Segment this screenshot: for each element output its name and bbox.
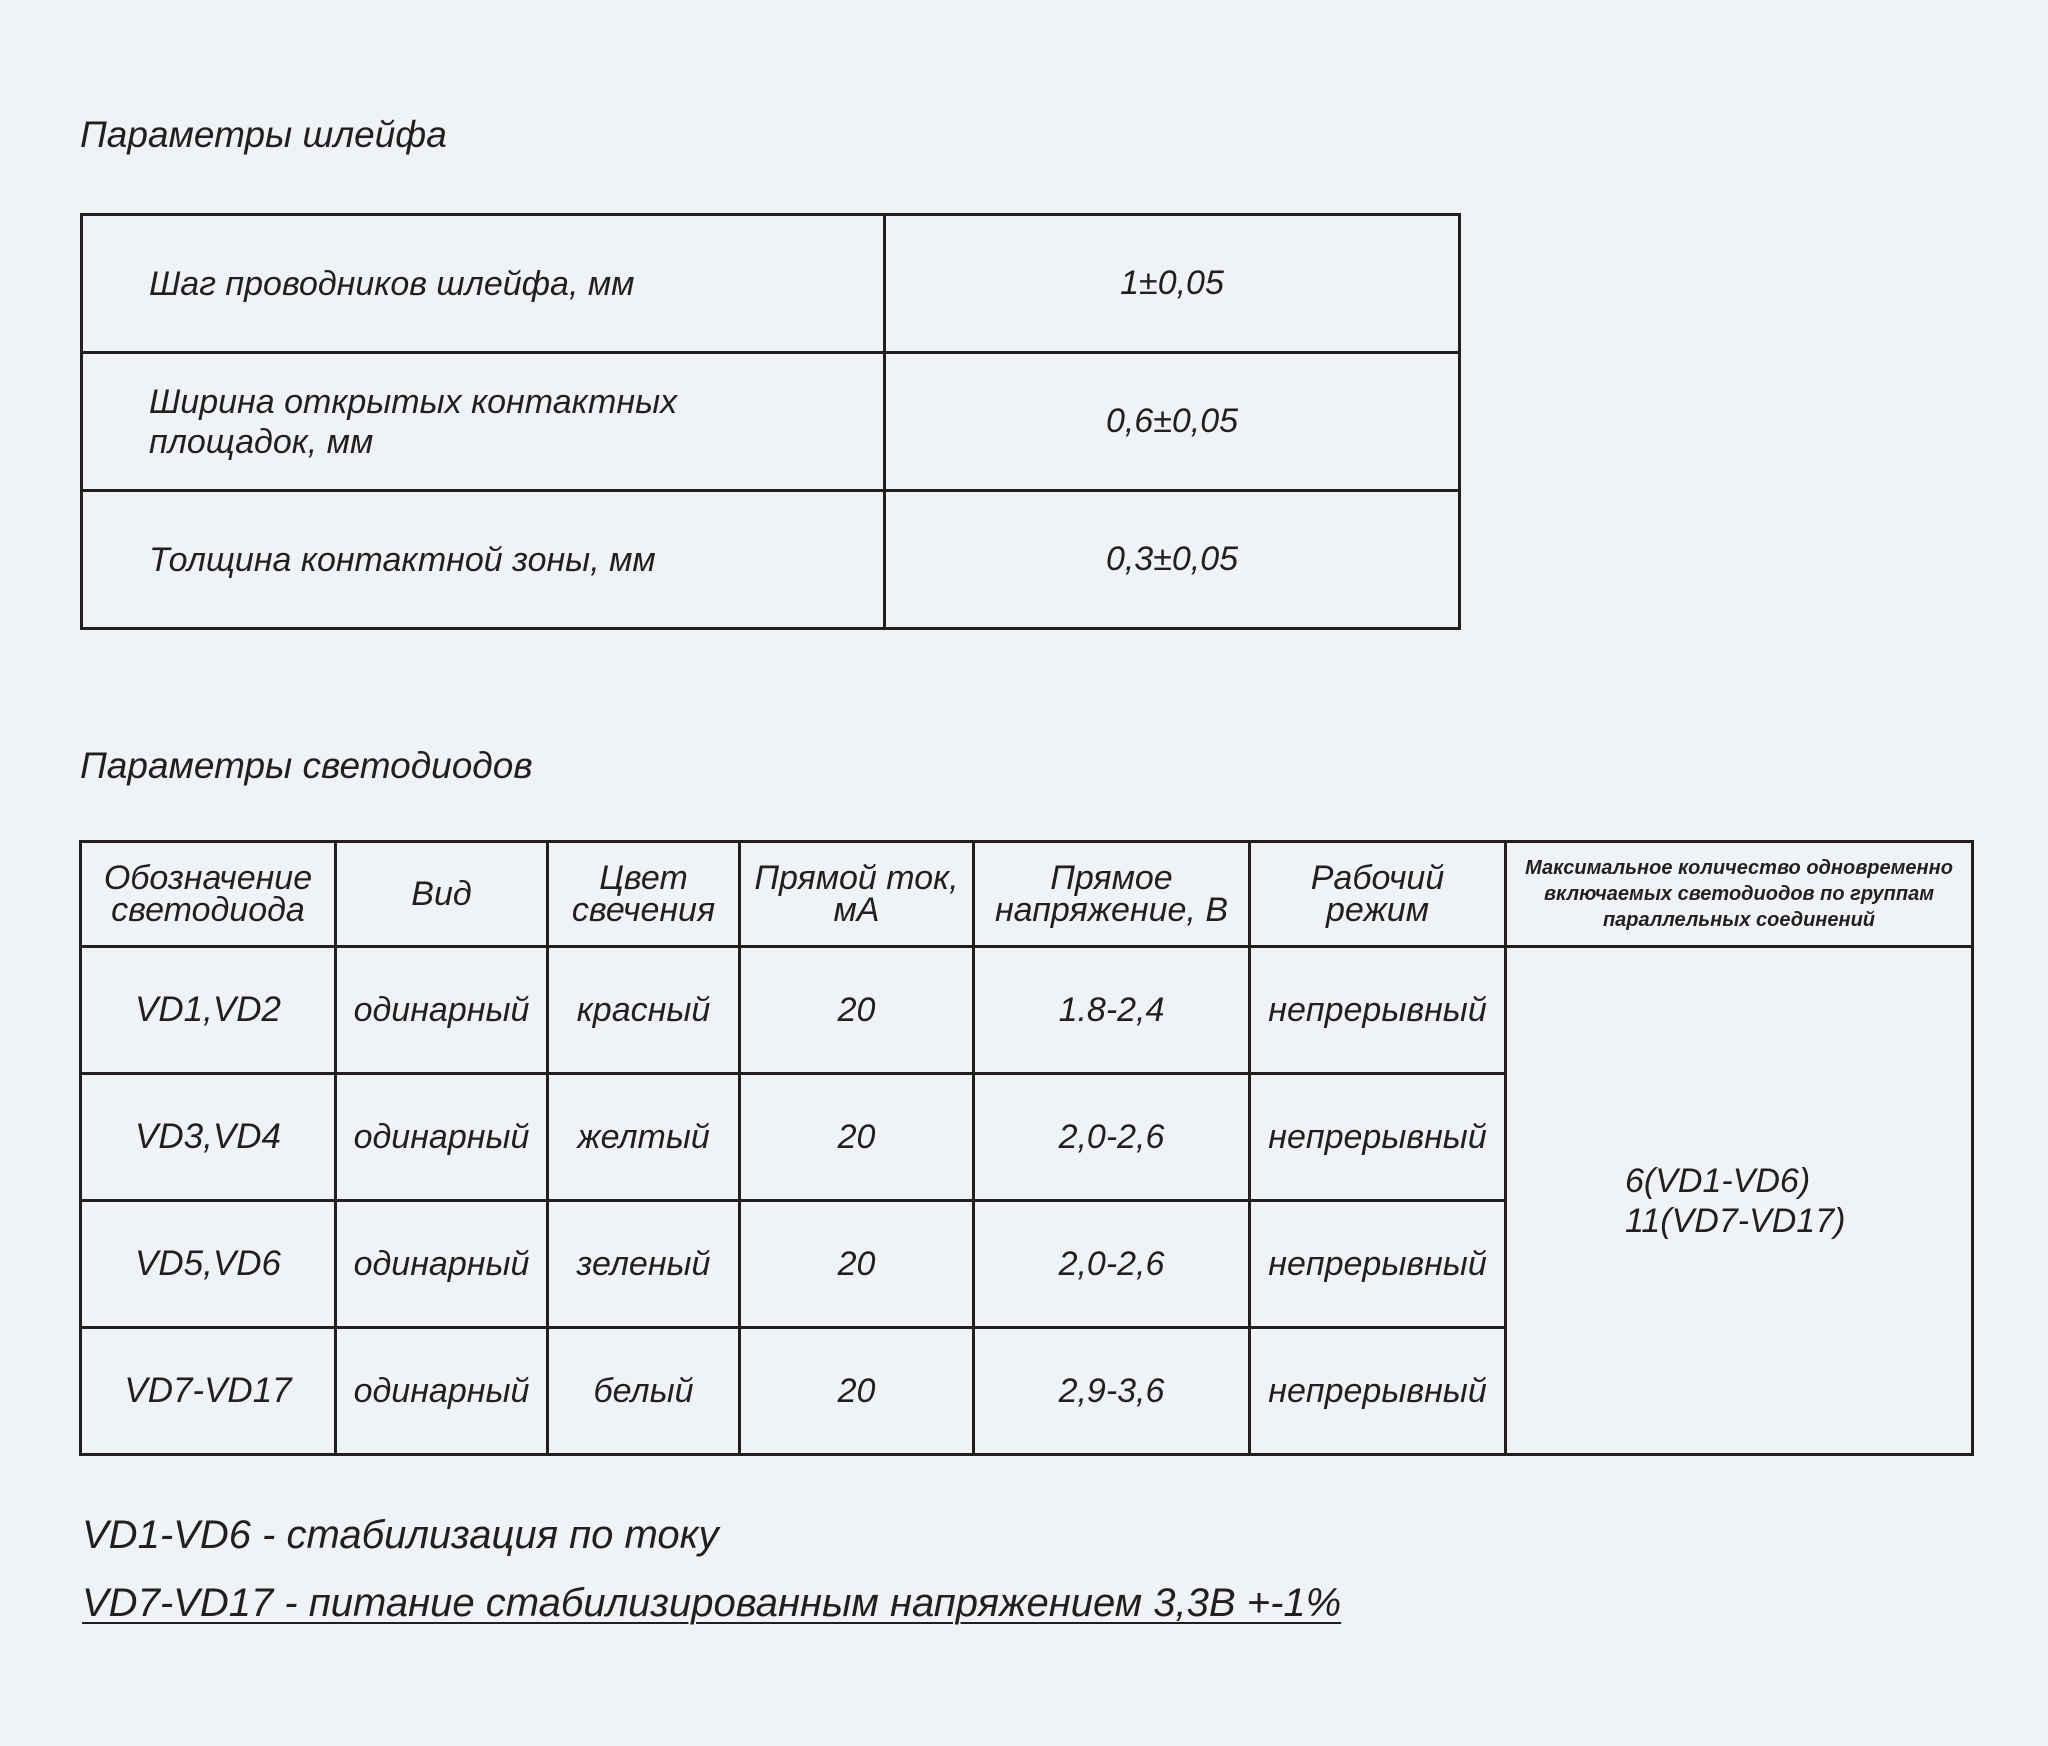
led-color: желтый (548, 1074, 740, 1201)
led-voltage: 1.8-2,4 (974, 947, 1250, 1074)
header-max-count-text: Максимальное количество одновременно включаемых светодиодов по группам параллельных соединений (1525, 857, 1953, 931)
header-mode-text: Рабочий режим (1310, 859, 1445, 929)
header-color (548, 842, 740, 947)
cable-param-name: Толщина контактной зоны, мм (82, 491, 885, 629)
led-color: белый (548, 1328, 740, 1455)
led-designation: VD5,VD6 (81, 1201, 336, 1328)
led-type: одинарный (336, 1074, 548, 1201)
table-row (82, 491, 1460, 629)
max-count-line: 6(VD1-VD6) (1625, 1161, 1811, 1200)
header-current (740, 842, 974, 947)
max-count-line: 11(VD7-VD17) (1625, 1201, 1846, 1240)
header-mode (1250, 842, 1506, 947)
led-voltage: 2,0-2,6 (974, 1201, 1250, 1328)
cable-param-name: Шаг проводников шлейфа, мм (82, 215, 885, 353)
led-mode: непрерывный (1250, 1201, 1506, 1328)
note-voltage-supply: VD7-VD17 - питание стабилизированным напряжением 3,3В +-1% (82, 1581, 1342, 1625)
cable-param-value: 0,6±0,05 (885, 353, 1460, 491)
led-designation: VD1,VD2 (81, 947, 336, 1074)
led-designation: VD3,VD4 (81, 1074, 336, 1201)
cable-param-value: 1±0,05 (885, 215, 1460, 353)
led-current: 20 (740, 1201, 974, 1328)
led-parameters-heading: Параметры светодиодов (80, 745, 533, 786)
led-type: одинарный (336, 1328, 548, 1455)
cable-param-value: 0,3±0,05 (885, 491, 1460, 629)
header-voltage-text: Прямое напряжение, В (994, 859, 1229, 929)
led-current: 20 (740, 947, 974, 1074)
led-color: зеленый (548, 1201, 740, 1328)
led-parameters-table (79, 840, 1974, 1456)
led-current: 20 (740, 1074, 974, 1201)
header-max-count (1506, 842, 1973, 947)
cable-parameters-heading: Параметры шлейфа (80, 114, 447, 155)
header-type: Вид (336, 842, 548, 947)
led-voltage: 2,0-2,6 (974, 1074, 1250, 1201)
table-header-row (81, 842, 1973, 947)
led-max-count (1506, 947, 1973, 1455)
table-row (81, 947, 1973, 1074)
cable-parameters-table (80, 213, 1461, 630)
led-mode: непрерывный (1250, 1328, 1506, 1455)
cable-param-name-text: Ширина открытых контактных площадок, мм (149, 382, 678, 461)
led-type: одинарный (336, 947, 548, 1074)
led-mode: непрерывный (1250, 947, 1506, 1074)
cable-param-name (82, 353, 885, 491)
led-designation: VD7-VD17 (81, 1328, 336, 1455)
table-row (82, 215, 1460, 353)
led-type: одинарный (336, 1201, 548, 1328)
led-color: красный (548, 947, 740, 1074)
note-current-stabilization: VD1-VD6 - стабилизация по току (82, 1513, 719, 1557)
header-voltage (974, 842, 1250, 947)
header-color-text: Цвет свечения (571, 859, 716, 929)
led-mode: непрерывный (1250, 1074, 1506, 1201)
header-current-text: Прямой ток, мА (754, 859, 959, 929)
header-designation (81, 842, 336, 947)
header-designation-text: Обозначение светодиода (103, 859, 313, 929)
led-current: 20 (740, 1328, 974, 1455)
led-voltage: 2,9-3,6 (974, 1328, 1250, 1455)
table-row (82, 353, 1460, 491)
